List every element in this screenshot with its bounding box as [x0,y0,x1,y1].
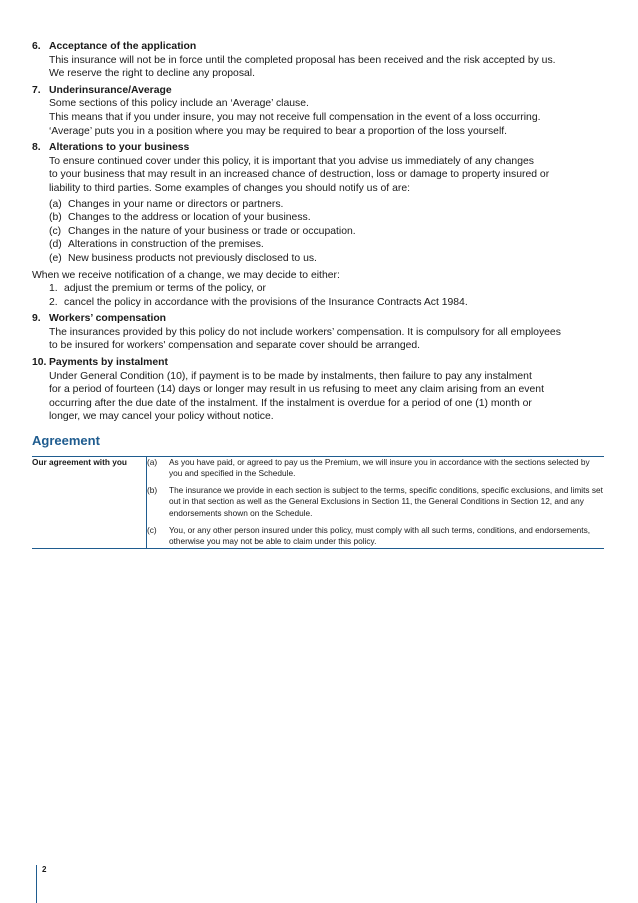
agreement-table [32,456,604,549]
list-item-text: adjust the premium or terms of the policy, or [64,283,266,295]
list-item-text: Changes in your name or directors or partners. [68,198,284,210]
decision-options-list [49,282,604,309]
clause-text: As you have paid, or agreed to pay us the Premium, we will insure you in accordance with the sections selected by you and specified in the Schedule. [169,456,590,479]
list-item-label: (d) [49,239,62,251]
section-title: Workers’ compensation [49,313,167,325]
section-heading [32,141,604,155]
paragraph-line: for a period of fourteen (14) days or longer may result in us refusing to meet any claim arising from an event [49,384,544,396]
paragraph-line: occurring after the due date of the instalment. If the instalment is overdue for a period of one (1) month or [49,397,532,409]
section-title: Acceptance of the application [49,41,197,52]
section-heading [32,40,604,54]
section-number: 9. [32,313,41,325]
paragraph-line: Some sections of this policy include an ‘Average’ clause. [49,98,309,110]
list-item-text: Changes in the nature of your business or trade or occupation. [68,225,356,237]
section-heading [32,84,604,98]
list-item [49,211,604,225]
agreement-clause [147,457,604,480]
page-footer [36,865,46,903]
section-heading [32,356,604,370]
section-underinsurance [32,84,604,138]
paragraph-line: to your business that may result in an increased chance of destruction, loss or damage to property insured or [49,169,550,181]
section-heading [32,312,604,326]
paragraph-line: ‘Average’ puts you in a position where you may be required to bear a proportion of the loss yourself. [49,125,508,137]
list-item-text: cancel the policy in accordance with the provisions of the Insurance Contracts Act 1984. [64,296,468,308]
paragraph-line: The insurances provided by this policy do not include workers’ compensation. It is compulsory for all employees [49,326,561,338]
list-item-label: (e) [49,252,62,264]
change-examples-list [49,198,604,266]
agreement-heading: Agreement [32,433,100,449]
section-number: 7. [32,84,41,96]
clause-label: (b) [147,484,158,495]
list-item-label: 2. [49,296,58,308]
clause-label: (c) [147,524,157,535]
agreement-clause [147,485,604,520]
clause-text: You, or any other person insured under this policy, must comply with all such terms, conditions, and endorsements, otherwise you may not be able to claim under this policy. [169,524,591,547]
paragraph-line: to be insured for workers' compensation and separate cover should be arranged. [49,340,421,352]
paragraph-line: liability to third parties. Some examples of changes you should notify us of are: [49,182,410,194]
section-workers-compensation [32,312,604,353]
section-number: 8. [32,142,41,154]
section-body [49,97,604,138]
section-title: Payments by instalment [49,357,168,369]
page-number: 2 [42,865,47,874]
list-item [49,225,604,239]
list-item [49,296,604,310]
list-item-text: Alterations in construction of the premises. [68,239,264,251]
paragraph-line: This means that if you under insure, you may not receive full compensation in the event of a loss occurring. [49,111,541,123]
notification-paragraph: When we receive notification of a change, we may decide to either: [32,269,340,281]
paragraph-line: We reserve the right to decline any proposal. [49,68,256,80]
section-payments-by-instalment [32,356,604,424]
section-title: Alterations to your business [49,142,190,154]
paragraph-line: Under General Condition (10), if payment is to be made by instalments, then failure to pay any instalment [49,370,532,382]
document-page [32,40,604,549]
list-item-text: New business products not previously disclosed to us. [68,252,317,264]
clause-text: The insurance we provide in each section is subject to the terms, specific conditions, specific exclusions, and limits set out in that section as well as the General Exclusions in Section 11, the General Conditions in Section 12, and any endorsements shown on the Schedule. [169,484,603,518]
section-acceptance [32,40,604,81]
list-item [49,282,604,296]
section-alterations [32,141,604,265]
list-item [49,252,604,266]
list-item-label: (a) [49,198,62,210]
paragraph-line: To ensure continued cover under this policy, it is important that you advise us immediately of any changes [49,155,534,167]
list-item-label: (c) [49,225,62,237]
section-number: 6. [32,41,41,52]
table-row [32,456,604,548]
list-item-text: Changes to the address or location of your business. [68,212,311,224]
section-body [49,155,604,196]
section-body [49,54,604,81]
list-item [49,238,604,252]
agreement-label: Our agreement with you [32,456,147,548]
section-number: 10. [32,357,47,369]
paragraph-line: longer, we may cancel your policy without notice. [49,411,274,423]
list-item-label: 1. [49,283,58,295]
section-body [49,370,604,424]
agreement-clauses [147,456,605,548]
agreement-clause [147,525,604,548]
list-item [49,198,604,212]
paragraph-line: This insurance will not be in force until the completed proposal has been received and the risk accepted by us. [49,54,556,66]
clause-label: (a) [147,456,158,467]
section-title: Underinsurance/Average [49,84,172,96]
list-item-label: (b) [49,212,62,224]
section-body [49,326,604,353]
